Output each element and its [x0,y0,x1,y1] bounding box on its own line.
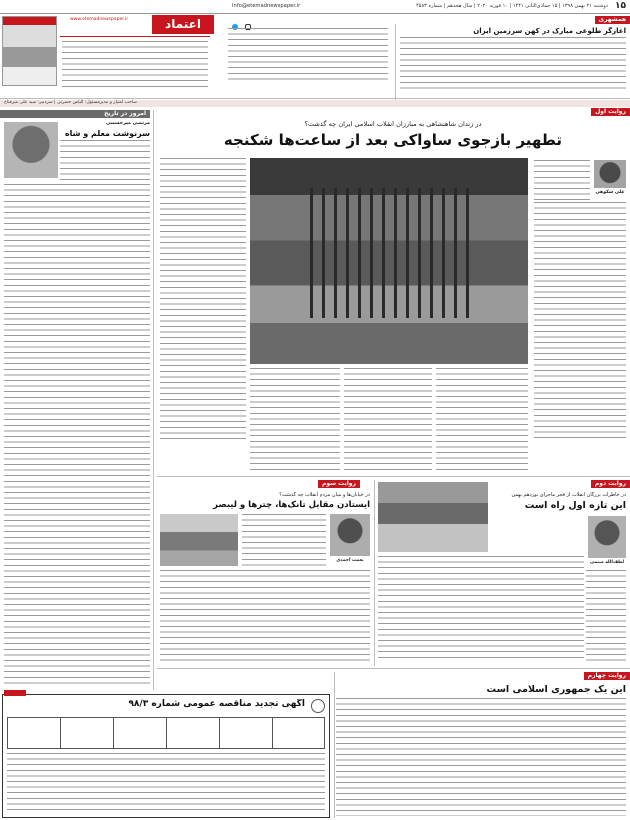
divider [374,480,375,666]
masthead-info [60,36,210,92]
second-author: لطف‌الله میثمی [590,560,624,565]
second-photo [378,482,488,552]
tender-logo-icon [311,699,325,713]
section-second: روایت دوم [591,480,630,488]
divider [395,24,396,100]
left-column-portrait [4,122,58,178]
main-author: علی شکوهی [595,190,625,195]
tender-title: آگهی تجدید مناقصه عمومی شماره ۹۸/۳ [128,699,305,709]
divider [0,98,630,99]
masthead-footer-text: صاحب امتیاز و مدیرمسئول: الیاس حضرتی | سردبیر: سید علی میرفتاح [4,100,138,105]
main-right-body [534,160,590,200]
main-left-body [160,158,246,440]
main-under-photo-1 [436,368,528,472]
front-page-thumb[interactable] [2,16,57,86]
website-link[interactable]: www.etemadnewspaper.ir [70,17,129,22]
second-body-2 [586,570,626,662]
second-kicker: در خاطرات بزرگان انقلاب از فجر ماجرای نوزدهم بهمن [511,492,626,498]
main-kicker: در زندان شاهنشاهی به مبارزان انقلاب اسلامی ایران چه گذشت؟ [304,120,482,128]
third-body-2 [160,570,370,662]
third-kicker: در خیابان‌ها و میان مردم انقلاب چه گذشت؟ [279,492,370,498]
top-middle-body [228,28,388,80]
section-history: روایت اول [591,108,630,116]
third-photo [160,514,238,566]
masthead-logo: اعتماد [152,15,214,34]
section-third: روایت سوم [318,480,360,488]
tender-ad [2,694,330,818]
second-body [378,556,584,662]
main-title: تطهیر بازجوی ساواکی بعد از ساعت‌ها شکنجه [223,131,563,149]
gate-bars [310,188,470,318]
masthead-tagline [60,25,148,31]
masthead [0,14,216,36]
second-author-photo [588,516,626,558]
divider [157,668,630,669]
third-author-photo [330,514,370,556]
tender-body [7,753,325,813]
date-line: دوشنبه ۲۱ بهمن ۱۳۹۸ | ۱۵ جمادی‌الثانی ۱۴۴۱ | ۱۰ فوریه ۲۰۲۰ | سال هجدهم | شماره ۴۵۸۳ [416,3,608,9]
left-column-body [60,140,150,180]
second-title: این تازه اول راه است [524,500,626,511]
page-number: ۱۵ [615,1,626,11]
fourth-title: این یک جمهوری اسلامی است [486,684,626,695]
top-right-body [400,37,626,89]
masthead-footer-strip [0,100,630,107]
main-author-photo [594,160,626,188]
third-body [242,514,326,566]
left-column-body-2 [4,184,150,688]
divider [153,110,154,690]
divider [157,476,630,477]
third-author: نعمت احمدی [336,558,364,563]
tender-table [7,717,325,749]
top-strip [0,0,630,14]
divider [334,672,335,818]
section-culture: همشهری [595,16,630,24]
section-fourth: روایت چهارم [584,672,630,680]
masthead-info-lines [62,41,208,87]
main-under-photo-2 [344,368,432,472]
main-photo [250,158,528,364]
instagram-row [232,16,251,24]
left-column-author: مرتضی میرحسینی [105,121,150,126]
tender-stamp [4,690,26,696]
email-link[interactable]: Info@etemadnewspaper.ir [232,3,301,9]
main-right-body-2 [534,202,626,440]
main-under-photo-3 [250,368,340,472]
section-history-column: امروز در تاریخ [0,110,150,118]
third-title: ایستادن مقابل تانک‌ها، چترها و لیبصر [213,500,370,510]
left-column-title: سرنوشت معلم و شاه [64,129,150,138]
fourth-body [336,698,626,816]
top-right-title: آغازگر طلوعی مبارک در کهن سرزمین ایران [473,27,626,35]
